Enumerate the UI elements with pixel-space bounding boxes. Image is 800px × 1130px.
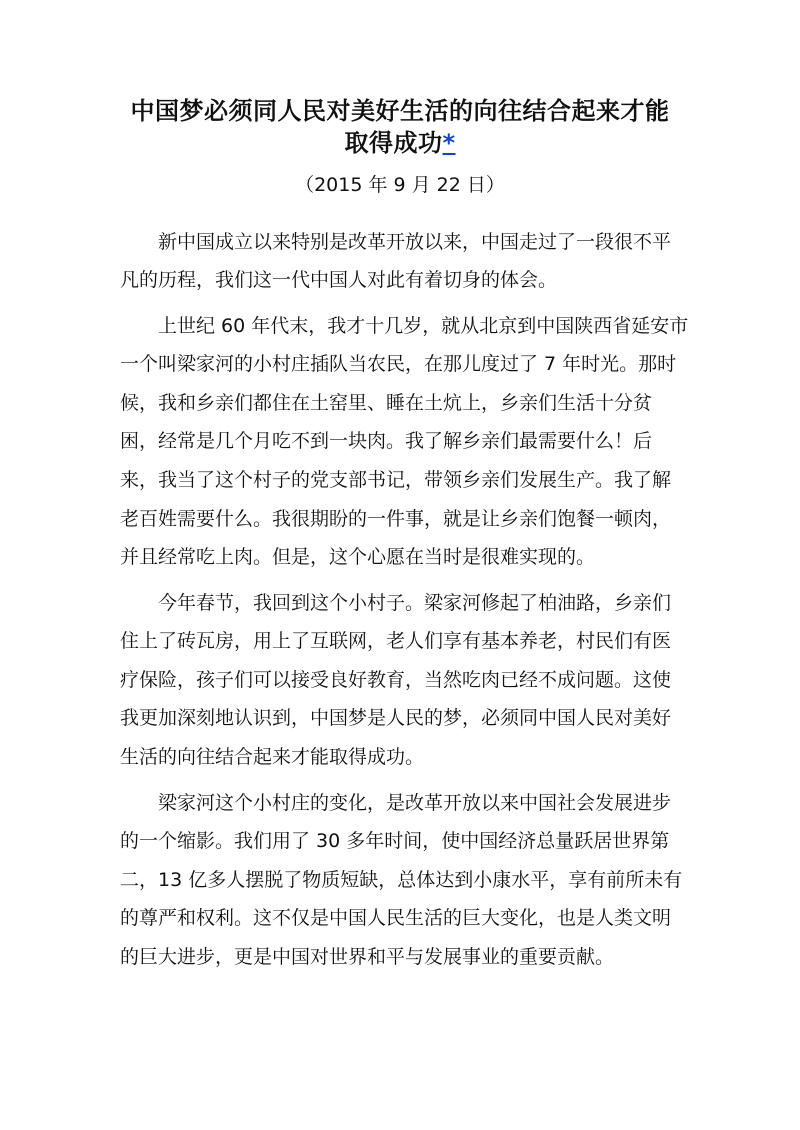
body-line: 一个叫梁家河的小村庄插队当农民，在那儿度过了 7 年时光。那时 — [120, 353, 677, 375]
body-line: 住上了砖瓦房，用上了互联网，老人们享有基本养老，村民们有医 — [120, 630, 672, 652]
body-line: 凡的历程，我们这一代中国人对此有着切身的体会。 — [120, 269, 558, 291]
body-line: 新中国成立以来特别是改革开放以来，中国走过了一段很不平 — [158, 231, 672, 253]
body-line: 梁家河这个小村庄的变化，是改革开放以来中国社会发展进步 — [158, 792, 672, 814]
body-line: 来，我当了这个村子的党支部书记，带领乡亲们发展生产。我了解 — [120, 469, 672, 491]
body-line: 二，13 亿多人摆脱了物质短缺，总体达到小康水平，享有前所未有 — [120, 869, 683, 891]
body-line: 我更加深刻地认识到，中国梦是人民的梦，必须同中国人民对美好 — [120, 707, 672, 729]
body-line: 今年春节，我回到这个小村子。梁家河修起了柏油路，乡亲们 — [158, 592, 672, 614]
body-line: 生活的向往结合起来才能取得成功。 — [120, 746, 425, 768]
body-line: 的巨大进步，更是中国对世界和平与发展事业的重要贡献。 — [120, 946, 615, 968]
document-title-line2 — [100, 127, 700, 159]
body-line: 上世纪 60 年代末，我才十几岁，就从北京到中国陕西省延安市 — [158, 315, 689, 337]
body-line: 老百姓需要什么。我很期盼的一件事，就是让乡亲们饱餐一顿肉， — [120, 508, 672, 530]
footnote-link[interactable]: * — [442, 129, 456, 157]
body-line: 并且经常吃上肉。但是，这个心愿在当时是很难实现的。 — [120, 546, 596, 568]
body-line: 候，我和乡亲们都住在土窑里、睡在土炕上，乡亲们生活十分贫 — [120, 392, 653, 414]
body-line: 的尊严和权利。这不仅是中国人民生活的巨大变化，也是人类文明 — [120, 907, 672, 929]
body-line: 的一个缩影。我们用了 30 多年时间，使中国经济总量跃居世界第 — [120, 830, 670, 852]
body-line: 困，经常是几个月吃不到一块肉。我了解乡亲们最需要什么！后 — [120, 430, 653, 452]
document-title-text: 取得成功 — [344, 129, 443, 157]
document-date: （2015 年 9 月 22 日） — [295, 174, 505, 196]
body-line: 疗保险，孩子们可以接受良好教育，当然吃肉已经不成问题。这使 — [120, 669, 672, 691]
document-title-line1: 中国梦必须同人民对美好生活的向往结合起来才能 — [130, 97, 670, 125]
